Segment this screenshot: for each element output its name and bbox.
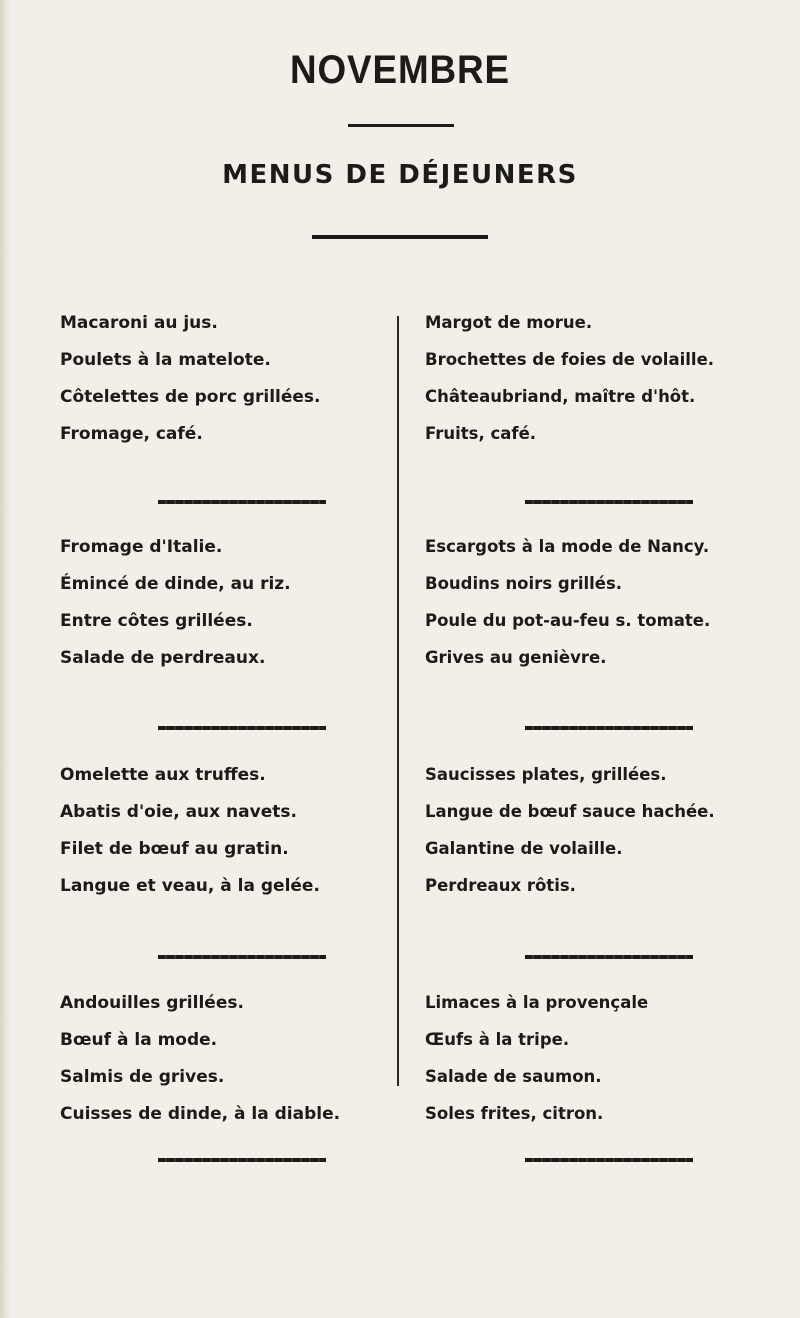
dish-item: Salade de saumon. [425,1067,602,1086]
dish-item: Salade de perdreaux. [60,648,266,668]
subtitle-rule [312,235,488,239]
dish-item: Galantine de volaille. [425,839,623,858]
dish-item: Soles frites, citron. [425,1104,604,1123]
dish-item: Saucisses plates, grillées. [425,765,667,784]
menu-block [425,313,800,461]
menu-block [60,537,440,685]
dish-item: Fruits, café. [425,424,537,443]
dish-item: Grives au genièvre. [425,648,607,667]
dish-item: Limaces à la provençale [425,993,649,1012]
menu-block [60,993,440,1141]
menu-separator [158,955,326,959]
dish-item: Omelette aux truffes. [60,765,266,785]
menu-separator [158,726,326,730]
dish-item: Langue de bœuf sauce hachée. [425,802,715,821]
dish-item: Macaroni au jus. [60,313,218,333]
dish-item: Émincé de dinde, au riz. [60,574,291,594]
dish-item: Fromage d'Italie. [60,537,223,557]
dish-item: Margot de morue. [425,313,593,332]
menu-block [425,993,800,1141]
dish-item: Cuisses de dinde, à la diable. [60,1104,341,1124]
dish-item: Filet de bœuf au gratin. [60,839,289,859]
menu-block [60,313,440,461]
page-subtitle: MENUS DE DÉJEUNERS [222,160,578,190]
menu-separator [525,955,693,959]
menu-block [60,765,440,913]
dish-item: Fromage, café. [60,424,203,444]
dish-item: Brochettes de foies de volaille. [425,350,715,369]
dish-item: Entre côtes grillées. [60,611,253,631]
menu-separator [158,1158,326,1162]
menu-block [425,537,800,685]
dish-item: Escargots à la mode de Nancy. [425,537,710,556]
dish-item: Andouilles grillées. [60,993,244,1013]
dish-item: Œufs à la tripe. [425,1030,570,1049]
page-edge-shadow [0,0,10,1318]
dish-item: Côtelettes de porc grillées. [60,387,321,407]
menu-block [425,765,800,913]
dish-item: Châteaubriand, maître d'hôt. [425,387,696,406]
menu-separator [525,500,693,504]
dish-item: Bœuf à la mode. [60,1030,218,1050]
page-title: NOVEMBRE [289,48,510,92]
dish-item: Boudins noirs grillés. [425,574,623,593]
title-rule [348,124,454,127]
dish-item: Abatis d'oie, aux navets. [60,802,297,822]
menu-separator [158,500,326,504]
dish-item: Salmis de grives. [60,1067,225,1087]
dish-item: Perdreaux rôtis. [425,876,576,895]
dish-item: Poulets à la matelote. [60,350,271,370]
menu-separator [525,726,693,730]
dish-item: Langue et veau, à la gelée. [60,876,320,896]
dish-item: Poule du pot-au-feu s. tomate. [425,611,711,630]
menu-separator [525,1158,693,1162]
